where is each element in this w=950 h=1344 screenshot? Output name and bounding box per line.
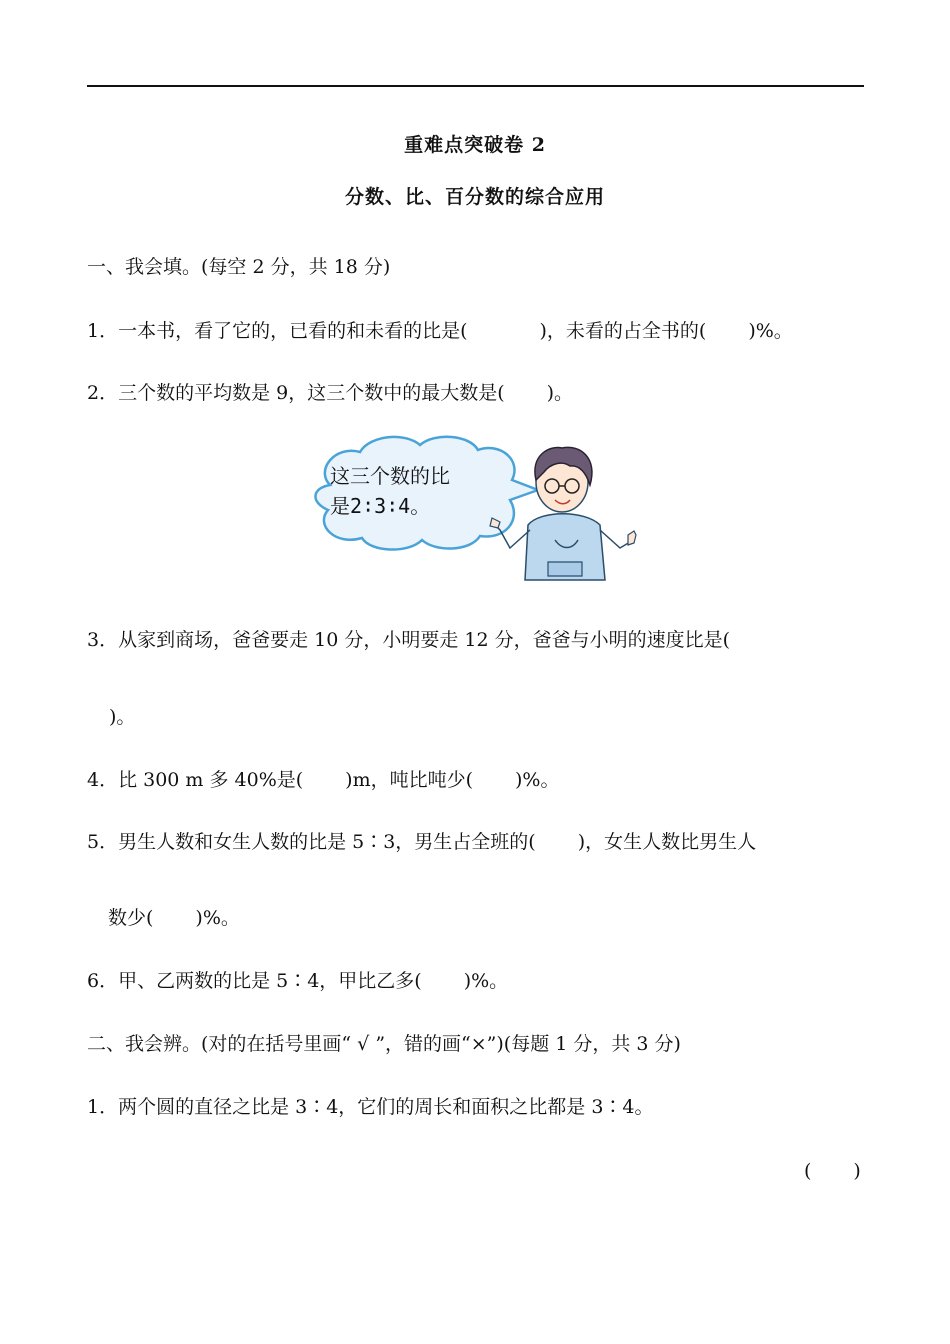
question-3-continued: )。 xyxy=(109,706,136,728)
question-5: 5．男生人数和女生人数的比是 5∶3，男生占全班的( )，女生人数比男生人 xyxy=(87,831,757,853)
question-6: 6．甲、乙两数的比是 5∶4，甲比乙多( )%。 xyxy=(87,970,509,992)
speech-line-1: 这三个数的比 xyxy=(330,464,450,488)
question-3: 3．从家到商场，爸爸要走 10 分，小明要走 12 分，爸爸与小明的速度比是( xyxy=(87,629,731,651)
section2-heading: 二、我会辨。(对的在括号里画“ √ ”，错的画“×”)(每题 1 分，共 3 分) xyxy=(87,1033,681,1055)
speech-illustration xyxy=(300,430,650,590)
judge-question-1: 1．两个圆的直径之比是 3∶4，它们的周长和面积之比都是 3∶4。 xyxy=(87,1096,654,1118)
question-5-continued: 数少( )%。 xyxy=(108,907,240,929)
top-rule xyxy=(87,85,864,87)
question-1: 1．一本书，看了它的，已看的和未看的比是( )，未看的占全书的( )%。 xyxy=(87,320,793,342)
question-4: 4．比 300 m 多 40%是( )m，吨比吨少( )%。 xyxy=(87,769,560,791)
page-subtitle: 分数、比、百分数的综合应用 xyxy=(344,186,605,208)
page-title: 重难点突破卷 2 xyxy=(404,134,546,156)
section1-heading: 一、我会填。(每空 2 分，共 18 分) xyxy=(87,256,391,278)
judge-answer-box[interactable]: ( ) xyxy=(804,1160,861,1182)
question-2: 2．三个数的平均数是 9，这三个数中的最大数是( )。 xyxy=(87,382,574,404)
speech-line-2: 是2∶3∶4。 xyxy=(330,494,431,518)
